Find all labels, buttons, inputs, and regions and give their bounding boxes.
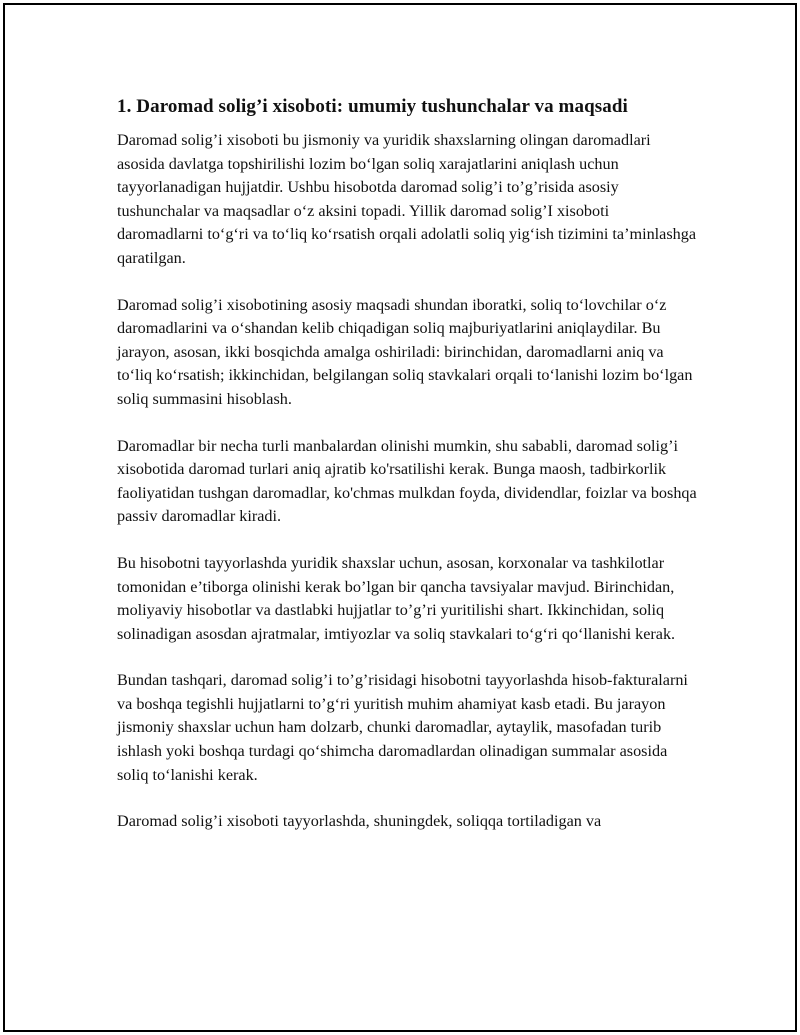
paragraph-invoices: Bundan tashqari, daromad solig’i to’g’risidagi hisobotni tayyorlashda hisob-fakturalarni va boshqa tegishli hujjatlarni to’g‘ri yuritish muhim ahamiyat kasb etadi. Bu jarayon jismoniy shaxslar uchun ham dolzarb, chunki daromadlar, aytaylik, masofadan turib ishlash yoki boshqa turdagi qo‘shimcha daromadlardan olinadigan summalar asosida soliq to‘lanishi kerak. (117, 671, 688, 784)
paragraph-legal-entities: Bu hisobotni tayyorlashda yuridik shaxslar uchun, asosan, korxonalar va tashkilotlar tomonidan e’tiborga olinishi kerak bo’lgan bir qancha tavsiyalar mavjud. Birinchidan, moliyaviy hisobotlar va dastlabki hujjatlar to’g’ri yuritilishi shart. Ikkinchidan, soliq solinadigan asosdan ajratmalar, imtiyozlar va soliq stavkalari to‘g‘ri qo‘llanishi kerak. (117, 553, 676, 643)
paragraph-income-types: Daromadlar bir necha turli manbalardan olinishi mumkin, shu sababli, daromad solig’i xisobotida daromad turlari aniq ajratib ko'rsatilishi kerak. Bunga maosh, tadbirkorlik faoliyatidan tushgan daromadlar, ko'chmas mulkdan foyda, dividendlar, foizlar va boshqa passiv daromadlar kiradi. (117, 436, 697, 526)
paragraph-purpose: Daromad solig’i xisobotining asosiy maqsadi shundan iboratki, soliq to‘lovchilar o‘z daromadlarini va o‘shandan kelib chiqadigan soliq majburiyatlarini aniqlaydilar. Bu jarayon, asosan, ikki bosqichda amalga oshiriladi: birinchidan, daromadlarni aniq va to‘liq ko‘rsatish; ikkinchidan, belgilangan soliq stavkalari orqali to‘lanishi lozim bo‘lgan soliq summasini hisoblash. (117, 295, 693, 408)
paragraph-intro: Daromad solig’i xisoboti bu jismoniy va yuridik shaxslarning olingan daromadlari asosida davlatga topshirilishi lozim bo‘lgan soliq xarajatlarini aniqlash uchun tayyorlanadigan hujjatdir. Ushbu hisobotda daromad solig’i to’g’risida asosiy tushunchalar va maqsadlar o‘z aksini topadi. Yillik daromad solig’I xisoboti daromadlarni to‘g‘ri va to‘liq ko‘rsatish orqali adolatli soliq yig‘ish tizimini ta’minlashga qaratilgan. (117, 131, 697, 267)
paragraph-continuation: Daromad solig’i xisoboti tayyorlashda, shuningdek, soliqqa tortiladigan va (117, 812, 602, 831)
document-body (117, 95, 697, 857)
section-heading: 1. Daromad solig’i xisoboti: umumiy tushunchalar va maqsadi (117, 96, 628, 117)
